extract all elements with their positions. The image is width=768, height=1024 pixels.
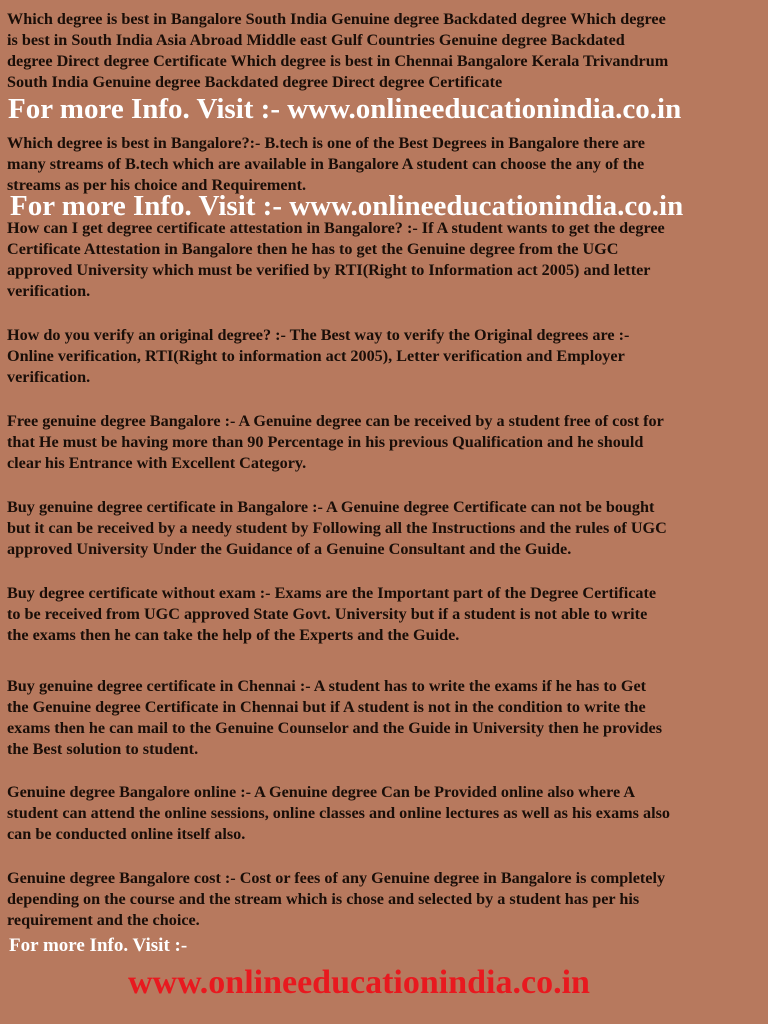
- text-line: Free genuine degree Bangalore :- A Genuine degree can be received by a student free of cost for: [7, 412, 664, 430]
- text-line: Which degree is best in Bangalore South India Genuine degree Backdated degree Which degree: [7, 10, 666, 28]
- header-paragraph: [7, 9, 765, 93]
- text-line: requirement and the choice.: [7, 911, 200, 929]
- text-line: Buy genuine degree certificate in Chennai :- A student has to write the exams if he has to Get: [7, 677, 647, 695]
- text-line: How do you verify an original degree? :- The Best way to verify the Original degrees are :-: [7, 326, 630, 344]
- text-line: Buy degree certificate without exam :- Exams are the Important part of the Degree Certificate: [7, 584, 657, 602]
- text-line: verification.: [7, 368, 91, 386]
- text-line: degree Direct degree Certificate Which degree is best in Chennai Bangalore Kerala Trivandrum: [7, 52, 669, 70]
- text-line: student can attend the online sessions, online classes and online lectures as well as his exams also: [7, 804, 670, 822]
- faq-best-degree: [7, 133, 765, 196]
- faq-buy-certificate-bangalore: [7, 497, 765, 560]
- website-banner-top: For more Info. Visit :- www.onlineeducationindia.co.in: [8, 93, 682, 125]
- footer-more-info: For more Info. Visit :-: [9, 935, 188, 956]
- text-line: the Best solution to student.: [7, 740, 199, 758]
- footer-website-link[interactable]: www.onlineeducationindia.co.in: [128, 964, 590, 1001]
- faq-buy-certificate-chennai: [7, 676, 765, 760]
- text-line: to be received from UGC approved State Govt. University but if a student is not able to write: [7, 605, 648, 623]
- text-line: South India Genuine degree Backdated degree Direct degree Certificate: [7, 73, 503, 91]
- text-line: that He must be having more than 90 Percentage in his previous Qualification and he should: [7, 433, 644, 451]
- text-line: the exams then he can take the help of the Experts and the Guide.: [7, 626, 460, 644]
- text-line: depending on the course and the stream which is chose and selected by a student has per his: [7, 890, 640, 908]
- text-line: Genuine degree Bangalore cost :- Cost or fees of any Genuine degree in Bangalore is completely: [7, 869, 666, 887]
- text-line: approved University Under the Guidance of a Genuine Consultant and the Guide.: [7, 540, 572, 558]
- faq-degree-cost: [7, 868, 765, 931]
- faq-online-degree: [7, 782, 765, 845]
- website-banner-middle: For more Info. Visit :- www.onlineeducationindia.co.in: [10, 190, 684, 222]
- text-line: can be conducted online itself also.: [7, 825, 246, 843]
- text-line: Buy genuine degree certificate in Bangalore :- A Genuine degree Certificate can not be bought: [7, 498, 655, 516]
- text-line: Certificate Attestation in Bangalore then he has to get the Genuine degree from the UGC: [7, 240, 619, 258]
- text-line: verification.: [7, 282, 91, 300]
- faq-free-degree: [7, 411, 765, 474]
- text-line: is best in South India Asia Abroad Middle east Gulf Countries Genuine degree Backdated: [7, 31, 625, 49]
- text-line: Which degree is best in Bangalore?:- B.tech is one of the Best Degrees in Bangalore there are: [7, 134, 645, 152]
- text-line: but it can be received by a needy student by Following all the Instructions and the rules of UGC: [7, 519, 667, 537]
- text-line: How can I get degree certificate attestation in Bangalore? :- If A student wants to get the degree: [7, 219, 665, 237]
- faq-verify-degree: [7, 325, 765, 388]
- faq-attestation: [7, 218, 765, 302]
- text-line: Genuine degree Bangalore online :- A Genuine degree Can be Provided online also where A: [7, 783, 636, 801]
- text-line: exams then he can mail to the Genuine Counselor and the Guide in University then he provides: [7, 719, 663, 737]
- text-line: the Genuine degree Certificate in Chennai but if A student is not in the condition to write the: [7, 698, 646, 716]
- text-line: approved University which must be verified by RTI(Right to Information act 2005) and letter: [7, 261, 651, 279]
- text-line: many streams of B.tech which are available in Bangalore A student can choose the any of the: [7, 155, 645, 173]
- faq-without-exam: [7, 583, 765, 646]
- text-line: streams as per his choice and Requirement.: [7, 176, 307, 194]
- text-line: Online verification, RTI(Right to information act 2005), Letter verification and Employer: [7, 347, 625, 365]
- text-line: clear his Entrance with Excellent Category.: [7, 454, 307, 472]
